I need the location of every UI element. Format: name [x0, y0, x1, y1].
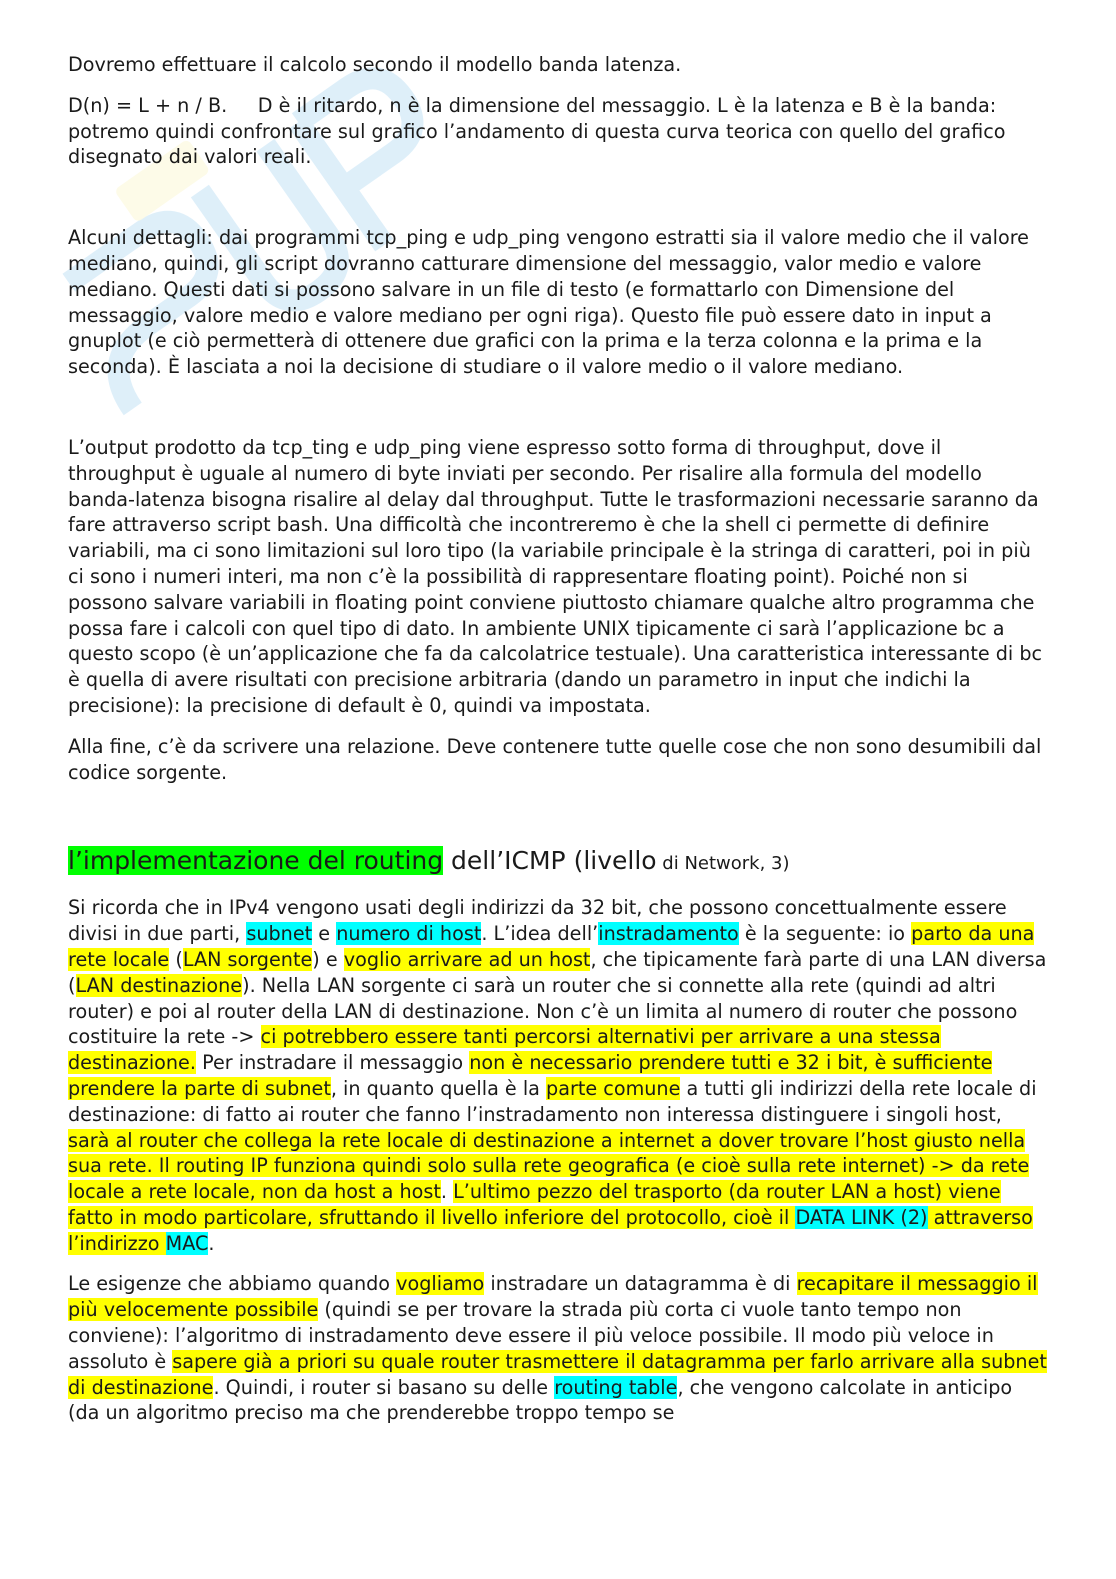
- text-run: Le esigenze che abbiamo quando: [68, 1272, 397, 1296]
- spacer: [68, 185, 1048, 225]
- spacer: [68, 800, 1048, 844]
- highlighted-text: DATA LINK (2): [795, 1205, 928, 1229]
- highlighted-text: routing table: [554, 1375, 678, 1399]
- highlighted-text: ci potrebbero essere tanti percorsi alternativi per arrivare a una stessa destinazione.: [68, 1025, 941, 1075]
- highlighted-text: parto da una rete locale: [68, 922, 1035, 971]
- highlighted-text: vogliamo: [396, 1272, 485, 1296]
- paragraph-report: Alla fine, c’è da scrivere una relazione. Deve contenere tutte quelle cose che non sono desumibili dal codice sorgente.: [68, 734, 1042, 784]
- highlighted-text: sarà al router che collega la rete locale di destinazione a internet a dover trovare l’host giusto nella sua rete. Il routing IP funziona quindi solo sulla rete geografica (e cioè sulla rete internet) -> da rete locale a rete locale, non da host a host: [68, 1128, 1030, 1204]
- text-run: ). Nella LAN sorgente ci sarà un router che si connette alla rete (quindi ad altri router) e poi al router della LAN di destinazione. Non c’è un limita al numero di router che possono costituire la rete ->: [68, 973, 1018, 1049]
- highlighted-text: parte comune: [546, 1076, 681, 1100]
- text-run: (: [169, 947, 183, 971]
- text-run: Si ricorda che in IPv4 vengono usati degli indirizzi da 32 bit, che possono concettualmente essere divisi in due parti,: [68, 896, 1007, 946]
- section-heading: [68, 844, 1048, 881]
- highlighted-text: L’ultimo pezzo del trasporto (da router LAN a host) viene fatto in modo particolare, sfruttando il livello inferiore del protocollo, cioè il: [68, 1180, 1001, 1229]
- text-run: e: [312, 922, 337, 946]
- text-run: Per instradare il messaggio: [195, 1051, 470, 1075]
- highlighted-text: subnet: [246, 922, 313, 946]
- text-run: .: [440, 1180, 454, 1204]
- highlighted-text: recapitare il messaggio il più velocemente possibile: [68, 1272, 1038, 1322]
- highlighted-text: attraverso l’indirizzo: [68, 1205, 1033, 1255]
- paragraph-output: L’output prodotto da tcp_ting e udp_ping viene espresso sotto forma di throughput, dove il throughput è uguale al numero di byte inviati per secondo. Per risalire alla formula del modello banda-latenza bisogna risalire al delay dal throughput. Tutte le trasformazioni necessarie saranno da fare attraverso script bash. Una difficoltà che incontreremo è che la shell ci permette di definire variabili, ma ci sono limitazioni sul loro tipo (la variabile principale è la stringa di caratteri, poi in più ci sono i numeri interi, ma non c’è la possibilità di rappresentare floating point). Poiché non si possono salvare variabili in floating point conviene piuttosto chiamare qualche altro programma che possa fare i calcoli con quel tipo di dato. In ambiente UNIX tipicamente ci sarà l’applicazione bc a questo scopo (è un’applicazione che fa da calcolatrice testuale). Una caratteristica interessante di bc è quella di avere risultati con precisione arbitraria (dando un parametro in input che indichi la precisione): la precisione di default è 0, quindi va impostata.: [68, 435, 1043, 717]
- text-run: , che vengono calcolate in anticipo (da un algoritmo preciso ma che prenderebbe troppo tempo se: [68, 1375, 1013, 1425]
- paragraph-details: Alcuni dettagli: dai programmi tcp_ping e udp_ping vengono estratti sia il valore medio che il valore mediano, quindi, gli script dovranno catturare dimensione del messaggio, valor medio e valore mediano. Questi dati si possono salvare in un file di testo (e formattarlo con Dimensione del messaggio, valore medio e valore mediano per ogni riga). Questo file può essere dato in input a gnuplot (e ciò permetterà di ottenere due grafici con la prima e la terza colonna e la prima e la seconda). È lasciata a noi la decisione di studiare o il valore medio o il valore mediano.: [68, 226, 1029, 379]
- text-run: .: [208, 1231, 215, 1255]
- highlighted-text: LAN destinazione: [75, 973, 243, 997]
- heading-highlight: l’implementazione del routing: [68, 846, 444, 876]
- paragraph-routing: [68, 895, 1048, 1256]
- text-run: (quindi se per trovare la strada più corta ci vuole tanto tempo non conviene): l’algoritmo di instradamento deve essere il più veloce possibile. Il modo più veloce in assoluto è: [68, 1298, 994, 1373]
- highlighted-text: numero di host: [336, 922, 482, 946]
- heading-rest: dell’ICMP (livello: [443, 846, 657, 876]
- highlighted-text: non è necessario prendere tutti e 32 i bit, è sufficiente prendere la parte di subnet: [68, 1051, 993, 1100]
- text-run: ) e: [312, 947, 344, 971]
- text-run: . Quindi, i router si basano su delle: [213, 1375, 555, 1399]
- paragraph-requirements: [68, 1271, 1048, 1426]
- highlighted-text: MAC: [165, 1231, 209, 1255]
- spacer: [68, 395, 1048, 435]
- text-run: . L’idea dell’: [481, 922, 599, 946]
- text-run: , in quanto quella è la: [330, 1076, 547, 1100]
- text-run: a tutti gli indirizzi della rete locale di destinazione: di fatto ai router che fanno l’instradamento non interessa distinguere i singoli host,: [68, 1076, 1037, 1126]
- text-run: instradare un datagramma è di: [484, 1272, 797, 1296]
- document-page: [68, 52, 1048, 1441]
- highlighted-text: instradamento: [598, 922, 739, 946]
- highlighted-text: voglio arrivare ad un host: [343, 947, 591, 971]
- text-run: è la seguente: io: [738, 922, 912, 946]
- highlighted-text: LAN sorgente: [182, 947, 313, 971]
- paragraph-intro: Dovremo effettuare il calcolo secondo il modello banda latenza.: [68, 53, 682, 76]
- highlighted-text: sapere già a priori su quale router trasmettere il datagramma per farlo arrivare alla subnet di destinazione: [68, 1349, 1047, 1399]
- heading-small: di Network, 3): [656, 853, 790, 875]
- text-run: , che tipicamente farà parte di una LAN diversa (: [68, 947, 1047, 997]
- paragraph-formula: D(n) = L + n / B. D è il ritardo, n è la dimensione del messaggio. L è la latenza e B è la banda: potremo quindi confrontare sul grafico l’andamento di questa curva teorica con quello del grafico disegnato dai valori reali.: [68, 93, 1012, 169]
